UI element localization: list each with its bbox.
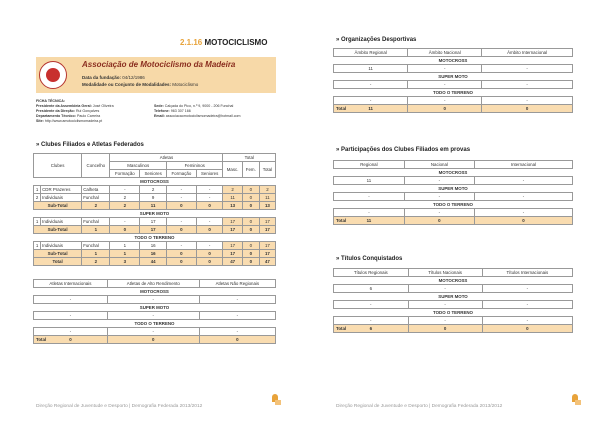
titles-table [333,268,573,333]
group-row [334,73,573,81]
table-cell: Individuais [41,218,82,226]
footer-right: Direção Regional de Juventude e Desporto | Demografia Federada 2013/2012 [336,404,503,409]
subtotal-row [34,202,276,210]
table-cell: Sub-Total [34,202,82,210]
table-cell: 11 [334,177,405,185]
table-cell: - [482,285,572,293]
table-row [34,328,276,336]
site-link[interactable]: http://www.amotociclismomadeira.pt [44,119,103,123]
total-row [34,258,276,266]
table-cell: 17 [140,218,167,226]
column-header: Âmbito Regional [334,49,408,57]
total-value: 0 [69,337,72,342]
table-cell: - [196,218,223,226]
total-value: 11 [366,218,372,223]
participation-heading: » Participações dos Clubes Filiados em provas [336,147,471,153]
table-cell: Sub-Total [34,226,82,234]
total-label: Total [336,218,347,223]
table-cell: - [404,193,474,201]
table-cell: 1 [110,250,140,258]
table-cell: 11 [140,202,167,210]
table-cell: 17 [259,242,275,250]
table-cell: 0 [196,226,223,234]
total-label: Total [36,337,47,342]
table-cell: 0 [482,325,572,333]
table-cell: 2 [34,194,41,202]
table-cell: - [166,186,196,194]
section-title: MOTOCICLISMO [204,38,268,47]
table-cell: 0 [242,194,259,202]
table-cell: Funchal [82,194,110,202]
table-cell: 0 [196,258,223,266]
table-cell: - [34,296,108,304]
table-cell: SUPER MOTO [334,293,573,301]
table-cell: 16 [140,250,167,258]
total-row [334,105,573,113]
table-cell: 9 [140,194,167,202]
table-cell: 0 [242,242,259,250]
association-name: Associação de Motociclismo da Madeira [82,60,236,69]
total-label: Total [336,326,347,331]
table-cell: 0 [242,226,259,234]
association-banner [36,57,276,93]
total-row [34,336,276,344]
table-cell: 11 [334,65,408,73]
total-value: 11 [368,106,373,111]
clubs-table: Clubes Concelho Atletas Total Masculinos Femininos Masc. Fem. Total Formação Seniores Formação Seniores MOTOCROSS 1 CDR Prazeres Calheta - 2 - - 2 0 2 2 Individuais Funchal 2 9 - - 11 0 11 Sub-Total 2 2 11 0 0 13 0 13 SUPER MOTO 1 Individuais Funchal - 17 - - 17 0 17 Sub-Total 1 0 17 0 0 17 0 17 TODO O TERRENO 1 Individuais Funchal 1 16 - - 17 0 17 Sub-Total 1 1 16 0 0 17 0 17 Total 2 3 44 0 0 47 0 47 [33,153,276,266]
table-cell [34,336,108,344]
table-cell: 1 [34,242,41,250]
table-cell: - [482,81,573,89]
table-row [34,186,276,194]
total-value: 6 [369,326,373,331]
subtotal-row [34,226,276,234]
table-cell: 1 [82,250,110,258]
table-row [334,97,573,105]
table-row [34,312,276,320]
table-cell: 0 [404,217,474,225]
table-row [34,194,276,202]
table-cell: TODO O TERRENO [34,320,276,328]
table-cell: 0 [110,226,140,234]
table-cell: - [408,81,482,89]
table-row [334,209,573,217]
table-cell: 2 [223,186,242,194]
table-cell: 17 [223,226,242,234]
footer-logo-icon [272,394,281,405]
group-row [34,304,276,312]
table-cell: - [408,301,482,309]
table-cell: 0 [408,325,482,333]
footer-logo-icon [572,394,581,405]
table-row [34,296,276,304]
subtotal-row [34,250,276,258]
left-page: 2.1.16 MOTOCICLISMO Associação de Motociclismo da Madeira Data da fundação: 04/12/1986 Modalidade ou Conjunto de Modalidades: Motociclismo FICHA TÉCNICA: Presidente da Assembleia Geral: José Oliveira Presidente da Direção: Rui Gonçalves Departamento Técnico: Paulo Carreira Site: http://www.amotociclismomadeira.pt Sede: Calçada do Pico, n.º 9, 9000 - 206 Funchal Telefone: 963 307 166 Email: associacaomotociclismomadeira@hotmail.com » Clubes Filiados e Atletas Federados Clubes Concelho Atletas Total Masculinos Femininos Masc. Fem. Total Formação Seniores Formação Seniores MOTOCROSS 1 CDR Prazeres Calheta - 2 - - 2 0 2 2 Individuais Funchal 2 9 - - 11 0 11 Sub-Total 2 2 11 0 0 13 0 13 SUPER MOTO 1 Individuais Funchal - 17 - - 17 0 17 Sub-Total 1 0 17 0 0 17 0 17 TODO O TERRENO 1 Individuais Funchal 1 16 - - 17 0 17 Sub-Total 1 1 16 0 0 17 0 17 Total 2 3 44 0 0 47 0 47 Atletas Internacionais Atletas de Alto Rendimento Atletas Não Regionais MOTOCROSS - - - SUPER MOTO - - - TODO O TERRENO - - - Total 0 0 0 Direção Regional de Juventude e Desporto | Demografia Federada 2013/2012 [0,0,300,424]
table-cell: 0 [166,258,196,266]
table-cell: - [334,97,408,105]
table-cell: SUPER MOTO [334,185,573,193]
table-cell: - [107,312,199,320]
table-cell: - [334,209,405,217]
table-cell: TODO O TERRENO [334,89,573,97]
table-cell: 11 [223,194,242,202]
table-cell: 17 [140,226,167,234]
table-cell: MOTOCROSS [334,277,573,285]
table-cell: - [334,317,409,325]
table-cell: - [474,193,572,201]
table-cell: - [404,209,474,217]
table-cell: - [408,285,482,293]
athletes-table [33,279,276,344]
table-row [334,81,573,89]
table-cell: MOTOCROSS [334,169,573,177]
table-cell: 17 [223,250,242,258]
table-cell: TODO O TERRENO [34,234,276,242]
group-row [334,277,573,285]
right-page [300,0,600,424]
table-cell [334,105,408,113]
table-cell: - [110,218,140,226]
table-cell: 1 [110,242,140,250]
table-row [334,317,573,325]
table-cell: Individuais [41,194,82,202]
table-cell: 0 [166,202,196,210]
group-row [34,178,276,186]
table-cell: - [196,186,223,194]
total-label: Total [336,106,347,111]
table-cell: - [34,328,108,336]
table-cell: 0 [242,218,259,226]
table-cell: - [474,209,572,217]
table-cell: 2 [82,202,110,210]
table-cell: - [482,65,573,73]
table-cell: 17 [259,218,275,226]
table-cell: 0 [242,202,259,210]
footer-left: Direção Regional de Juventude e Desporto | Demografia Federada 2013/2012 [36,404,203,409]
table-cell: 17 [223,218,242,226]
table-cell: - [166,218,196,226]
group-row [334,185,573,193]
group-row [34,234,276,242]
column-header: Títulos Internacionais [482,269,572,277]
table-cell: 2 [259,186,275,194]
table-cell: 0 [408,105,482,113]
table-cell: Funchal [82,218,110,226]
table-row [34,242,276,250]
total-row [334,325,573,333]
table-cell: 0 [242,258,259,266]
table-cell: - [166,242,196,250]
table-cell: 47 [223,258,242,266]
group-row [334,293,573,301]
table-cell: - [334,81,408,89]
table-cell: - [199,328,275,336]
column-header: Títulos Regionais [334,269,409,277]
table-cell: 2 [110,202,140,210]
table-cell: CDR Prazeres [41,186,82,194]
table-cell: - [334,193,405,201]
table-row [34,218,276,226]
table-cell: 0 [196,202,223,210]
table-cell: - [482,317,572,325]
table-cell [334,217,405,225]
table-cell: Total [34,258,82,266]
column-header: Atletas Não Regionais [199,280,275,288]
table-cell: - [404,177,474,185]
column-header: Títulos Nacionais [408,269,482,277]
column-header: Atletas Internacionais [34,280,108,288]
table-cell: Calheta [82,186,110,194]
org-heading: » Organizações Desportivas [336,37,417,43]
table-cell: - [408,317,482,325]
column-header: Regional [334,161,405,169]
group-row [34,320,276,328]
table-cell: 0 [166,226,196,234]
column-header: Atletas de Alto Rendimento [107,280,199,288]
org-table [333,48,573,113]
table-cell: 2 [140,186,167,194]
table-cell: 2 [110,194,140,202]
table-row [334,193,573,201]
table-row [334,301,573,309]
table-row [334,65,573,73]
table-row [334,285,573,293]
table-cell: 0 [196,250,223,258]
table-cell: Sub-Total [34,250,82,258]
group-row [34,288,276,296]
table-cell: 1 [34,186,41,194]
table-cell: 0 [107,336,199,344]
table-cell: - [166,194,196,202]
group-row [334,201,573,209]
group-row [334,57,573,65]
founded-line: Data da fundação: 04/12/1986 [82,75,145,80]
column-header: Âmbito Internacional [482,49,573,57]
table-cell: 17 [259,226,275,234]
table-cell: - [474,177,572,185]
table-cell: 1 [34,218,41,226]
table-cell: - [408,97,482,105]
table-cell: 13 [259,202,275,210]
table-cell: - [196,194,223,202]
table-cell: - [482,301,572,309]
table-cell: MOTOCROSS [34,288,276,296]
table-cell: MOTOCROSS [334,57,573,65]
column-header: Âmbito Nacional [408,49,482,57]
table-cell: 0 [166,250,196,258]
group-row [334,309,573,317]
table-cell: - [334,301,409,309]
ficha-heading: FICHA TÉCNICA: [36,99,66,103]
table-cell: - [107,296,199,304]
table-cell: TODO O TERRENO [334,309,573,317]
table-cell: 0 [242,186,259,194]
table-cell: 47 [259,258,275,266]
table-cell [334,325,409,333]
table-cell: - [408,65,482,73]
table-row [334,177,573,185]
table-cell: 17 [223,242,242,250]
table-cell: - [107,328,199,336]
section-number: 2.1.16 [180,38,203,47]
table-cell: 0 [242,250,259,258]
group-row [34,210,276,218]
table-cell: Funchal [82,242,110,250]
table-cell: - [34,312,108,320]
table-cell: - [199,296,275,304]
table-cell: SUPER MOTO [34,210,276,218]
participation-table [333,160,573,225]
column-header: Nacional [404,161,474,169]
table-cell: - [199,312,275,320]
table-cell: 17 [259,250,275,258]
page-title [180,38,267,47]
group-row [334,89,573,97]
table-cell: SUPER MOTO [34,304,276,312]
table-cell: 13 [223,202,242,210]
table-cell: 1 [82,226,110,234]
email-link[interactable]: associacaomotociclismomadeira@hotmail.com [165,114,241,118]
column-header: Internacional [474,161,572,169]
table-cell: 2 [82,258,110,266]
clubs-heading: » Clubes Filiados e Atletas Federados [36,142,144,148]
table-cell: 3 [110,258,140,266]
total-row [334,217,573,225]
table-cell: SUPER MOTO [334,73,573,81]
table-cell: - [482,97,573,105]
table-cell: - [196,242,223,250]
table-cell: 16 [140,242,167,250]
table-cell: 0 [482,105,573,113]
table-cell: MOTOCROSS [34,178,276,186]
table-cell: 0 [199,336,275,344]
table-cell: Individuais [41,242,82,250]
group-row [334,169,573,177]
table-cell: 0 [474,217,572,225]
table-cell: TODO O TERRENO [334,201,573,209]
modality-line: Modalidade ou Conjunto de Modalidades: Motociclismo [82,82,199,87]
table-cell: 11 [259,194,275,202]
titles-heading: » Títulos Conquistados [336,256,403,262]
table-cell: 6 [334,285,409,293]
table-cell: - [110,186,140,194]
association-logo-icon [39,61,67,89]
table-cell: 44 [140,258,167,266]
